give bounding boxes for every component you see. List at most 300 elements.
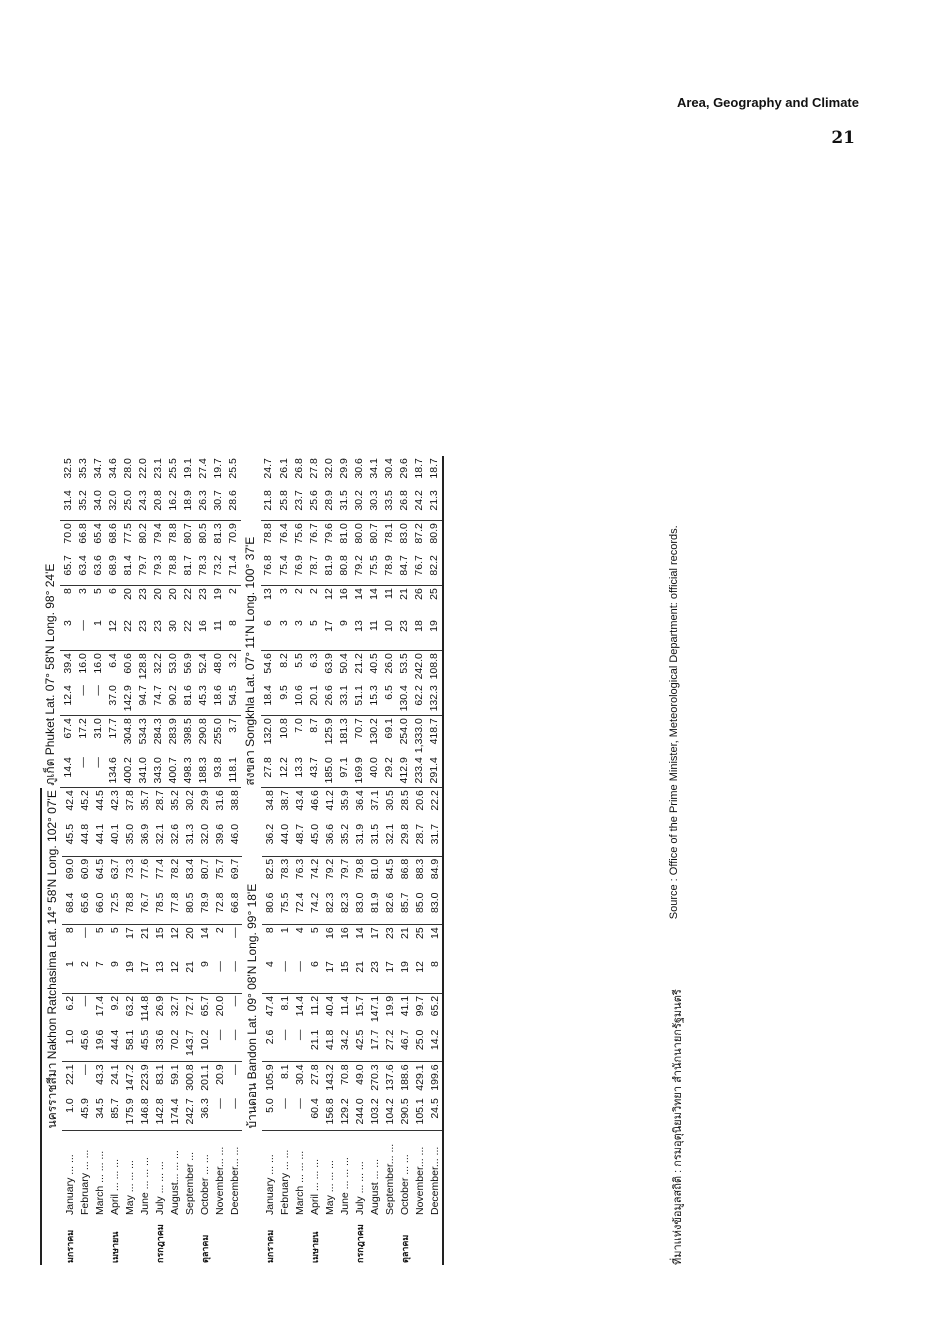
cell-value: 37.8 (123, 790, 136, 811)
cell-value: 22.0 (136, 458, 149, 479)
cell-value: 18.7 (428, 458, 441, 479)
cell-value: 28.7 (153, 790, 166, 811)
cell-value: 67.4 (61, 718, 74, 739)
cell-value: 24.1 (108, 1064, 121, 1085)
table-row (137, 788, 152, 1265)
cell-value: 34.2 (337, 1028, 352, 1062)
cell-value: 53.0 (167, 653, 180, 674)
cell-value: 43.7 (306, 755, 321, 788)
cell-value: 35.2 (75, 488, 90, 521)
cell-value: 90.2 (166, 683, 181, 716)
cell-value: 79.4 (152, 523, 164, 544)
cell-value: 418.7 (428, 718, 441, 745)
cell-value: 30.6 (352, 458, 365, 479)
cell-value: 14 (198, 927, 211, 939)
cell-value: 62.2 (412, 683, 427, 716)
cell-value: 56.9 (182, 653, 195, 674)
cell-value: 26.0 (382, 653, 395, 674)
cell-value: 5 (308, 927, 321, 934)
cell-value: 78.1 (382, 523, 395, 544)
cell-value: 6 (307, 959, 322, 993)
cell-value: 69.0 (63, 858, 76, 880)
cell-value: 17 (322, 959, 337, 993)
cell-value: — (277, 1028, 292, 1062)
cell-value: 31.0 (91, 718, 104, 739)
cell-value: 93.8 (211, 755, 226, 788)
source-thai: ที่มาแห่งข้อมูลสถิติ : กรมอุตุนิยมวิทยา สำนักนายกรัฐมนตรี (672, 989, 684, 1265)
cell-value: — (90, 755, 105, 788)
spacer (41, 1217, 62, 1265)
cell-value: 37.1 (368, 790, 381, 811)
cell-value: 6.2 (63, 995, 76, 1011)
cell-value: — (277, 959, 292, 993)
table-row (366, 456, 381, 788)
cell-value: 16.0 (76, 653, 89, 674)
station-header: ภูเก็ต Phuket Lat. 07° 58'N Long. 98° 24'E (42, 563, 57, 786)
cell-value: 72.4 (292, 891, 307, 925)
cell-value: 142.9 (120, 683, 135, 716)
cell-value: 23 (150, 618, 165, 651)
cell-value: 199.6 (428, 1064, 441, 1091)
cell-value: 21 (182, 959, 197, 993)
cell-value: 26.3 (196, 488, 211, 521)
cell-value: 11 (382, 588, 395, 600)
cell-value: 32.5 (61, 458, 74, 479)
cell-value: 21 (138, 927, 151, 939)
cell-value: 83.0 (398, 523, 411, 544)
cell-value: 12 (105, 618, 120, 651)
cell-value: 8 (63, 927, 76, 934)
cell-value: 9.2 (108, 995, 121, 1011)
cell-value: 25.8 (276, 488, 291, 521)
month-label: August ... ... (368, 1158, 381, 1215)
month-label: June ... ... ... (138, 1157, 151, 1215)
month-label: March ... ... ... (93, 1150, 106, 1215)
month-label: July ... ... ... (153, 1161, 166, 1215)
cell-value: 85.7 (397, 891, 412, 925)
cell-value: 84.7 (397, 553, 412, 586)
cell-value: 14.4 (293, 995, 306, 1017)
cell-value: 76.7 (137, 891, 152, 925)
table-row (152, 788, 167, 1265)
month-label: November... ... (213, 1146, 226, 1215)
cell-value: — (227, 959, 242, 993)
month-label: February ... ... (278, 1149, 291, 1215)
cell-value: 69.1 (382, 718, 395, 739)
table-row (166, 456, 181, 788)
cell-value: 12 (168, 927, 181, 939)
cell-value: 25.0 (412, 1028, 427, 1062)
cell-value: 13 (152, 959, 167, 993)
cell-value: 80.0 (352, 523, 365, 544)
table-row (397, 456, 412, 788)
cell-value: 81.7 (181, 553, 196, 586)
cell-value: 71.4 (226, 553, 241, 586)
cell-value: 94.7 (135, 683, 150, 716)
cell-value: 45.5 (62, 822, 77, 856)
cell-value: 16 (196, 618, 211, 651)
cell-value: 10.8 (277, 718, 290, 739)
cell-value: 29.2 (381, 755, 396, 788)
cell-value: 22 (182, 588, 195, 600)
station-header-row (242, 788, 262, 1265)
quarter-label: กรกฎาคม (154, 1224, 165, 1263)
month-label: October ... ... (398, 1154, 411, 1215)
cell-value: 84.9 (428, 858, 441, 880)
cell-value: 25.5 (167, 458, 180, 479)
cell-value: 20.8 (150, 488, 165, 521)
table-row (292, 788, 307, 1265)
cell-value: 20.1 (306, 683, 321, 716)
cell-value: 1 (90, 618, 105, 651)
cell-value: 74.2 (307, 891, 322, 925)
cell-value: 86.8 (398, 858, 411, 880)
cell-value: 79.7 (135, 553, 150, 586)
cell-value: 34.1 (367, 458, 380, 479)
table-row (182, 788, 197, 1265)
table-row (261, 456, 276, 788)
month-label: December... ... (228, 1146, 241, 1215)
cell-value: 12.2 (276, 755, 291, 788)
quarter-label: กรกฎาคม (354, 1224, 365, 1263)
cell-value: 25 (428, 588, 441, 600)
cell-value: 28.7 (412, 822, 427, 856)
cell-value: 15.7 (353, 995, 366, 1017)
cell-value: — (78, 995, 91, 1007)
cell-value: 19.1 (182, 458, 195, 479)
cell-value: 16 (337, 588, 350, 600)
table-row (277, 788, 292, 1265)
cell-value: 34.0 (90, 488, 105, 521)
cell-value: 58.1 (122, 1028, 137, 1062)
cell-value: 19.9 (383, 995, 396, 1017)
cell-value: 31.5 (336, 488, 351, 521)
cell-value: — (90, 683, 105, 716)
station-header: สงขลา Songkhla Lat. 07° 11'N Long. 100° 37'E (243, 536, 258, 786)
cell-value: 10 (381, 618, 396, 651)
quarter-label (212, 1217, 227, 1265)
cell-value: 30.7 (211, 488, 226, 521)
cell-value: 78.8 (166, 553, 181, 586)
table-row (150, 456, 165, 788)
cell-value: 17 (123, 927, 136, 939)
cell-value: 81.3 (212, 523, 225, 544)
cell-value: 181.3 (337, 718, 350, 745)
month-label: November... ... (413, 1146, 426, 1215)
table-row (226, 456, 241, 788)
cell-value: 23 (367, 959, 382, 993)
cell-value: 31.9 (352, 822, 367, 856)
cell-value: 19 (427, 618, 443, 651)
cell-value: 223.9 (138, 1064, 151, 1091)
cell-value: 52.4 (197, 653, 210, 674)
table-row (351, 456, 366, 788)
cell-value: 35.7 (138, 790, 151, 811)
cell-value: 398.5 (182, 718, 195, 745)
month-label: February ... ... (78, 1149, 91, 1215)
table-row (196, 456, 211, 788)
cell-value: 46.7 (397, 1028, 412, 1062)
cell-value: 130.2 (367, 718, 380, 745)
cell-value: 17 (382, 959, 397, 993)
cell-value: 6.4 (106, 653, 119, 668)
cell-value: 1,333.0 (413, 718, 426, 754)
month-label: March ... ... ... (293, 1150, 306, 1215)
cell-value: 283.9 (167, 718, 180, 745)
cell-value: — (228, 995, 241, 1007)
cell-value: 70.7 (352, 718, 365, 739)
cell-value: 74.2 (308, 858, 321, 880)
cell-value: 99.7 (413, 995, 426, 1017)
cell-value: 174.4 (167, 1096, 182, 1130)
cell-value: 17 (321, 618, 336, 651)
cell-value: 82.3 (322, 891, 337, 925)
cell-value: 83.4 (183, 858, 196, 880)
cell-value: 185.0 (321, 755, 336, 788)
cell-value: 18.7 (413, 458, 426, 479)
cell-value: 47.4 (263, 995, 276, 1017)
cell-value: 76.7 (412, 553, 427, 586)
cell-value: 31.5 (367, 822, 382, 856)
cell-value: — (227, 1028, 242, 1062)
cell-value: 5 (93, 927, 106, 934)
cell-value: 156.8 (322, 1096, 337, 1130)
cell-value: 1.0 (62, 1028, 77, 1062)
cell-value: 20 (121, 588, 134, 600)
cell-value: 134.6 (105, 755, 120, 788)
table-row (107, 788, 122, 1265)
month-label: April ... ... ... (308, 1158, 321, 1215)
station-header: บ้านดอน Bandon Lat. 09° 08'N Long. 99° 18'E (244, 883, 259, 1129)
cell-value: 32.1 (152, 822, 167, 856)
cell-value: 10.2 (197, 1028, 212, 1062)
cell-value: 9.5 (276, 683, 291, 716)
cell-value: 34.5 (92, 1096, 107, 1130)
cell-value: 45.9 (77, 1096, 92, 1130)
cell-value: 15.3 (366, 683, 381, 716)
table-row (381, 456, 396, 788)
cell-value: 6.5 (381, 683, 396, 716)
cell-value: 25 (413, 927, 426, 939)
cell-value: 37.0 (105, 683, 120, 716)
cell-value: 11.4 (338, 995, 351, 1016)
cell-value: 51.1 (351, 683, 366, 716)
cell-value: 14 (352, 588, 365, 600)
cell-value: 142.8 (152, 1096, 167, 1130)
cell-value: 21 (398, 927, 411, 939)
quarter-label (227, 1217, 242, 1265)
cell-value: 36.6 (322, 822, 337, 856)
cell-value: 44.4 (107, 1028, 122, 1062)
table-row (382, 788, 397, 1265)
cell-value: 30.5 (383, 790, 396, 811)
cell-value: 40.5 (367, 653, 380, 674)
cell-value: 28.0 (121, 458, 134, 479)
cell-value: 40.1 (107, 822, 122, 856)
cell-value: 88.3 (413, 858, 426, 880)
table-row (352, 788, 367, 1265)
cell-value: 63.6 (90, 553, 105, 586)
quarter-label (137, 1217, 152, 1265)
cell-value: 26.6 (321, 683, 336, 716)
cell-value: 45.5 (137, 1028, 152, 1062)
cell-value: 29.9 (198, 790, 211, 811)
cell-value: 54.5 (226, 683, 241, 716)
table-row (167, 788, 182, 1265)
cell-value: — (75, 755, 90, 788)
cell-value: 32.6 (167, 822, 182, 856)
cell-value: 290.5 (397, 1096, 412, 1130)
cell-value: 19 (212, 588, 225, 600)
cell-value: 143.7 (182, 1028, 197, 1062)
cell-value: 412.9 (397, 755, 412, 788)
cell-value: 19 (122, 959, 137, 993)
cell-value: 41.2 (323, 790, 336, 811)
cell-value: 81.9 (321, 553, 336, 586)
cell-value: 77.8 (167, 891, 182, 925)
cell-value: 188.6 (398, 1064, 411, 1091)
table-row (306, 456, 321, 788)
cell-value: 19.6 (92, 1028, 107, 1062)
cell-value: — (292, 959, 307, 993)
cell-value: 19.7 (212, 458, 225, 479)
cell-value: 79.3 (150, 553, 165, 586)
cell-value: 17.2 (76, 718, 89, 739)
cell-value: 65.7 (198, 995, 211, 1017)
running-head: Area, Geography and Climate (676, 95, 859, 110)
table-row (291, 456, 306, 788)
cell-value: 498.3 (181, 755, 196, 788)
cell-value: 2 (227, 588, 240, 594)
cell-value: 26.9 (153, 995, 166, 1017)
cell-value: 44.8 (77, 822, 92, 856)
cell-value: 8.1 (278, 995, 291, 1011)
cell-value: 43.3 (93, 1064, 106, 1085)
cell-value: 30.4 (293, 1064, 306, 1085)
cell-value: 70.2 (167, 1028, 182, 1062)
cell-value: 20.9 (213, 1064, 226, 1085)
cell-value: 21 (352, 959, 367, 993)
cell-value: 79.6 (322, 523, 335, 544)
cell-value: 5 (306, 618, 321, 651)
cell-value: 30.2 (183, 790, 196, 811)
cell-value: 33.5 (381, 488, 396, 521)
table-row (336, 456, 351, 788)
station-header-row (41, 788, 62, 1265)
spacer (242, 1131, 262, 1218)
cell-value: 38.7 (278, 790, 291, 811)
cell-value: 17 (137, 959, 152, 993)
table-row (62, 788, 77, 1265)
cell-value: 255.0 (212, 718, 225, 745)
cell-value: 42.3 (108, 790, 121, 811)
cell-value: 143.2 (323, 1064, 336, 1091)
cell-value: 80.2 (136, 523, 149, 544)
cell-value: 41.8 (322, 1028, 337, 1062)
cell-value: — (228, 1064, 241, 1075)
cell-value: 60.4 (307, 1096, 322, 1130)
cell-value: 66.8 (76, 523, 89, 544)
table-row (397, 788, 412, 1265)
cell-value: 17.7 (367, 1028, 382, 1062)
cell-value: 45.6 (77, 1028, 92, 1062)
cell-value: 60.6 (121, 653, 134, 674)
cell-value: 63.2 (123, 995, 136, 1017)
cell-value: 80.8 (336, 553, 351, 586)
cell-value: 5.5 (292, 653, 305, 668)
cell-value: 66.8 (227, 891, 242, 925)
cell-value: 74.7 (150, 683, 165, 716)
cell-value: 80.5 (182, 891, 197, 925)
cell-value: 17.4 (93, 995, 106, 1017)
cell-value: 83.1 (153, 1064, 166, 1085)
cell-value: 24.2 (412, 488, 427, 521)
cell-value: 23 (197, 588, 210, 600)
cell-value: 17.7 (106, 718, 119, 739)
cell-value: 14 (353, 927, 366, 939)
cell-value: 12 (322, 588, 335, 600)
cell-value: 24.3 (135, 488, 150, 521)
cell-value: 105.9 (263, 1064, 276, 1091)
cell-value: 31.6 (213, 790, 226, 811)
cell-value: 534.3 (136, 718, 149, 745)
cell-value: 78.7 (306, 553, 321, 586)
cell-value: 65.2 (428, 995, 441, 1017)
cell-value: 2 (307, 588, 320, 594)
cell-value: 8.7 (307, 718, 320, 733)
month-label: January ... ... (263, 1154, 276, 1215)
cell-value: 22.2 (428, 790, 441, 811)
cell-value: 18.9 (181, 488, 196, 521)
cell-value: 23 (383, 927, 396, 939)
cell-value: 8.1 (278, 1064, 291, 1080)
cell-value: 83.0 (352, 891, 367, 925)
cell-value: 80.6 (262, 891, 277, 925)
cell-value: 28.6 (226, 488, 241, 521)
cell-value: 82.2 (427, 553, 443, 586)
cell-value: 188.3 (196, 755, 211, 788)
cell-value: 125.9 (322, 718, 335, 745)
cell-value: — (212, 959, 227, 993)
quarter-label: มกราคม (264, 1229, 275, 1263)
cell-value: 36.9 (137, 822, 152, 856)
cell-value: 254.0 (398, 718, 411, 745)
spacer (242, 1217, 262, 1265)
cell-value: — (212, 1028, 227, 1062)
month-label: August... ... ... (168, 1150, 181, 1215)
cell-value: 146.8 (137, 1096, 152, 1130)
table-row (75, 456, 90, 788)
table-row (77, 788, 92, 1265)
cell-value: 2 (77, 959, 92, 993)
cell-value: 70.0 (61, 523, 74, 544)
cell-value: 19 (397, 959, 412, 993)
cell-value: 3 (60, 618, 75, 651)
cell-value: 40.0 (366, 755, 381, 788)
cell-value: 30.4 (382, 458, 395, 479)
cell-value: 30.2 (351, 488, 366, 521)
table-row (337, 788, 352, 1265)
cell-value: 36.3 (197, 1096, 212, 1130)
cell-value: 400.2 (120, 755, 135, 788)
cell-value: — (78, 927, 91, 938)
cell-value: 20 (152, 588, 164, 600)
cell-value: 233.4 (412, 755, 427, 788)
cell-value: 48.0 (212, 653, 225, 674)
cell-value: 78.9 (381, 553, 396, 586)
cell-value: 34.7 (91, 458, 104, 479)
cell-value: 85.0 (412, 891, 427, 925)
